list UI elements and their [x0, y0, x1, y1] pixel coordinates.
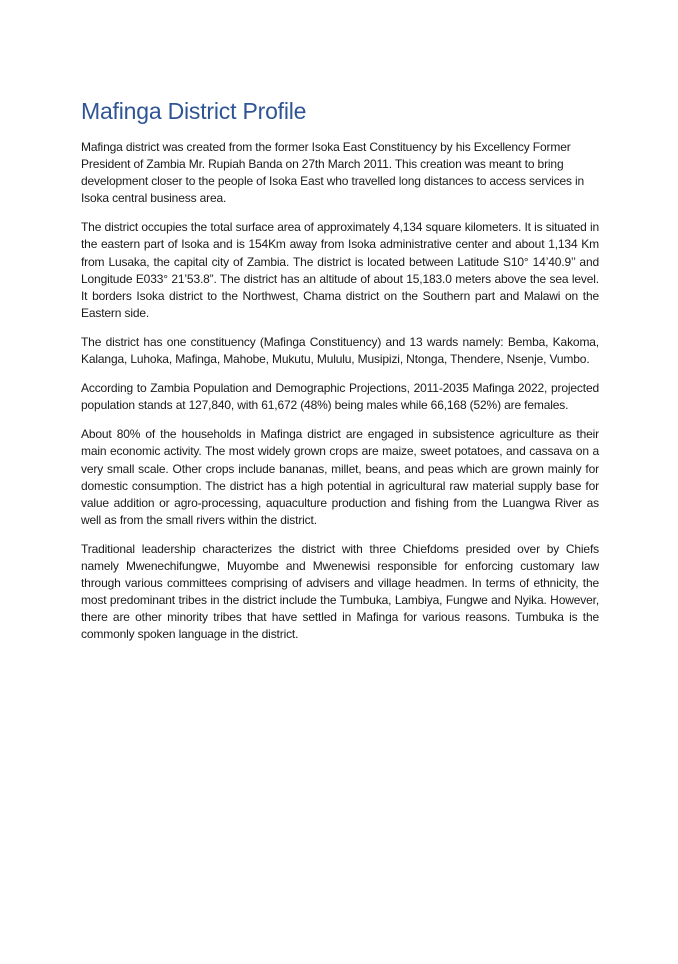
paragraph-constituency: The district has one constituency (Mafinga Constituency) and 13 wards namely: Bemba, Kakoma, Kalanga, Luhoka, Mafinga, Mahobe, Mukutu, Mululu, Musipizi, Ntonga, Thendere, Nsenje, Vumbo.: [81, 334, 599, 367]
paragraph-population: According to Zambia Population and Demographic Projections, 2011-2035 Mafinga 2022, projected population stands at 127,840, with 61,672 (48%) being males while 66,168 (52%) are females.: [81, 381, 599, 413]
paragraph-economy: About 80% of the households in Mafinga district are engaged in subsistence agriculture as their main economic activity. The most widely grown crops are maize, sweet potatoes, and cassava on a very small scale. Other crops include bananas, millet, beans, and peas which are grown mainly for domestic consumption. The district has a high potential in agricultural raw material supply base for value addition or agro-processing, aquaculture production and fishing from the Luangwa River as well as from the small rivers within the district.: [81, 427, 599, 527]
paragraph-leadership: Traditional leadership characterizes the district with three Chiefdoms presided over by Chiefs namely Mwenechifungwe, Muyombe and Mwenewisi responsible for enforcing customary law through various committees comprising of advisers and village headmen. In terms of ethnicity, the most predominant tribes in the district include the Tumbuka, Lambiya, Fungwe and Nyika. However, there are other minority tribes that have settled in Mafinga for various reasons. Tumbuka is the commonly spoken language in the district.: [81, 541, 599, 642]
document-body: [81, 139, 599, 655]
paragraph-history: Mafinga district was created from the former Isoka East Constituency by his Excellency Former President of Zambia Mr. Rupiah Banda on 27th March 2011. This creation was meant to bring development closer to the people of Isoka East who travelled long distances to access services in Isoka central business area.: [81, 140, 585, 206]
page-title: Mafinga District Profile: [81, 98, 307, 124]
paragraph-geography: The district occupies the total surface area of approximately 4,134 square kilometers. It is situated in the eastern part of Isoka and is 154Km away from Isoka administrative center and about 1,134 Km from Lusaka, the capital city of Zambia. The district is located between Latitude S10° 14’40.9’’ and Longitude E033° 21’53.8”. The district has an altitude of about 15,183.0 meters above the sea level. It borders Isoka district to the Northwest, Chama district on the Southern part and Malawi on the Eastern side.: [81, 220, 599, 320]
